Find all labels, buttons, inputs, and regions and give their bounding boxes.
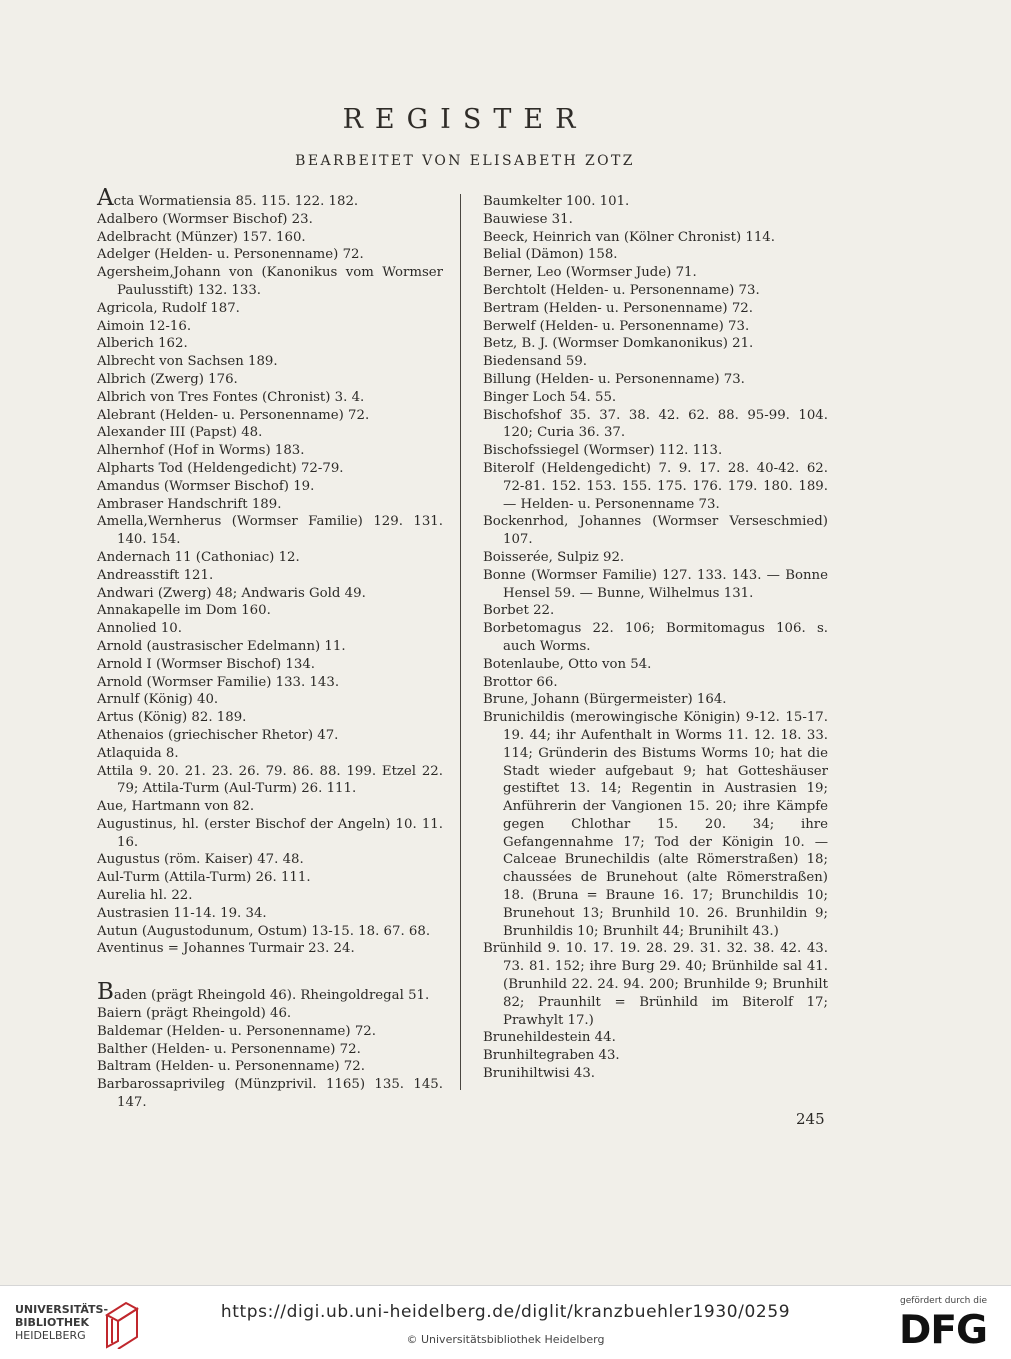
index-entry-text: Arnulf (König) 40. [97,692,219,708]
column-divider [460,194,461,1090]
index-entry [97,389,443,407]
index-entry [97,979,443,1006]
index-entry-text: Biterolf (Heldengedicht) 7. 9. 17. 28. 40-42. 62. 72-81. 152. 153. 155. 175. 176. 179. 180. 189. — Helden- u. Personenname 73. [483,460,828,512]
index-entry-text: Amandus (Wormser Bischof) 19. [97,478,315,494]
index-entry-text: Arnold (Wormser Familie) 133. 143. [97,674,340,690]
index-entry-text: Adelger (Helden- u. Personenname) 72. [97,247,364,263]
index-entry [483,246,828,264]
index-entry [97,1041,443,1059]
page-subtitle: BEARBEITET VON ELISABETH ZOTZ [295,153,635,169]
index-entry [483,407,828,443]
index-entry-text: Brunehildestein 44. [483,1030,616,1046]
index-entry-text: Bischofssiegel (Wormser) 112. 113. [483,443,723,459]
index-entry-text: Albrecht von Sachsen 189. [97,354,278,370]
index-entry [483,264,828,282]
index-entry-text: Augustus (röm. Kaiser) 47. 48. [97,852,304,868]
index-entry [483,300,828,318]
index-entry [483,460,828,513]
index-entry [97,656,443,674]
index-entry [483,1029,828,1047]
index-entry [483,371,828,389]
index-entry-text: Boisserée, Sulpiz 92. [483,549,625,565]
copyright-notice: © Universitätsbibliothek Heidelberg [406,1333,605,1346]
index-entry [97,1023,443,1041]
index-entry [97,905,443,923]
index-entry-text: Atlaquida 8. [97,745,179,761]
index-entry [97,1058,443,1076]
index-entry [483,674,828,692]
index-entry-text: Brune, Johann (Bürgermeister) 164. [483,692,727,708]
page-number: 245 [796,1110,825,1128]
index-entry-text: Binger Loch 54. 55. [483,389,617,405]
index-entry [483,193,828,211]
index-entry-text: Albrich (Zwerg) 176. [97,371,238,387]
index-entry-text: Bockenrhod, Johannes (Wormser Verseschmied) 107. [483,514,828,548]
index-entry [97,407,443,425]
index-entry-text: Annolied 10. [97,621,182,637]
index-entry-text: Billung (Helden- u. Personenname) 73. [483,371,745,387]
index-entry-text: Agersheim,Johann von (Kanonikus vom Wormser Paulusstift) 132. 133. [97,265,443,298]
index-entry [483,211,828,229]
index-entry-text: Arnold (austrasischer Edelmann) 11. [97,638,346,654]
index-entry [483,709,828,940]
index-entry-text: Agricola, Rudolf 187. [97,300,240,316]
index-entry [97,335,443,353]
index-entry-text: Albrich von Tres Fontes (Chronist) 3. 4. [97,389,365,405]
index-entry [97,478,443,496]
index-entry-text: Bischofshof 35. 37. 38. 42. 62. 88. 95-99. 104. 120; Curia 36. 37. [483,407,828,441]
library-name-line: UNIVERSITÄTS- [15,1303,109,1316]
index-entry-text: aden (prägt Rheingold 46). Rheingoldregal 51. [113,988,430,1004]
index-entry-text: Brunichildis (merowingische Königin) 9-12. 15-17. 19. 44; ihr Aufenthalt in Worms 11. 12. 18. 33. 114; Gründerin des Bistums Worms 10; hat die Stadt wieder aufgebaut 9; hat Gotteshäuser gestiftet 13. 14; Regentin in Austrasien 19; Anführerin der Vangionen 15. 20; ihre Kämpfe gegen Chlothar 15. 20. 34; ihre Gefangennahme 17; Tod der Königin 10. — Calceae Brunechildis (alte Römerstraßen) 18; chaussées de Brunehout (alte Römerstraßen) 18. (Bruna = Braune 16. 17; Brunchildis 10; Brunehout 13; Brunhild 10. 26. Brunhildin 9; Brunhildis 10; Brunhilt 44; Brunihilt 43.) [483,710,828,939]
index-entry-text: Brunihiltwisi 43. [483,1066,596,1082]
section-gap [97,958,443,984]
index-entry [97,638,443,656]
index-entry [483,691,828,709]
index-entry-text: Aurelia hl. 22. [97,888,193,904]
index-entry-text: Adelbracht (Münzer) 157. 160. [97,229,306,245]
index-entry-text: Brottor 66. [483,674,558,690]
index-entry-text: Andreasstift 121. [97,567,214,583]
index-entry [483,513,828,549]
index-entry-text: Austrasien 11-14. 19. 34. [97,905,267,921]
index-entry [97,674,443,692]
index-entry [483,549,828,567]
index-entry-text: Alexander III (Papst) 48. [97,425,263,441]
index-entry [97,1076,443,1112]
index-entry [483,940,828,1029]
index-entry [97,513,443,549]
index-entry [97,211,443,229]
funder-caption: gefördert durch die [900,1296,987,1306]
index-entry [97,264,443,300]
index-entry [97,442,443,460]
index-entry-text: Arnold I (Wormser Bischof) 134. [97,656,316,672]
library-name-line: HEIDELBERG [15,1329,86,1342]
index-entry [97,691,443,709]
index-entry [97,246,443,264]
index-entry-text: Alberich 162. [97,336,188,352]
dfg-logo: DFG [899,1308,988,1353]
index-entry-text: Brünhild 9. 10. 17. 19. 28. 29. 31. 32. 38. 42. 43. 73. 81. 152; ihre Burg 29. 40; Brünhilde sal 41. (Brunhild 22. 24. 94. 200; Brunhilde 9; Brunhilt 82; Praunhilt = Brünhild im Biterolf 17; Prawhylt 17.) [483,941,828,1028]
index-entry [97,709,443,727]
index-entry-text: Aue, Hartmann von 82. [97,799,255,815]
index-entry-text: Ambraser Handschrift 189. [97,496,282,512]
index-entry-text: Artus (König) 82. 189. [97,710,247,726]
index-entry [483,442,828,460]
index-entry [483,602,828,620]
index-entry [97,496,443,514]
index-entry-text: Berchtolt (Helden- u. Personenname) 73. [483,282,760,298]
index-entry-text: Adalbero (Wormser Bischof) 23. [97,211,313,227]
index-entry-text: Athenaios (griechischer Rhetor) 47. [97,727,339,743]
index-entry [483,282,828,300]
index-entry-text: Bonne (Wormser Familie) 127. 133. 143. — Bonne Hensel 59. — Bunne, Wilhelmus 131. [483,567,828,601]
index-entry [97,727,443,745]
index-entry [483,318,828,336]
index-entry-text: Brunhiltegraben 43. [483,1048,620,1064]
index-entry [97,585,443,603]
index-entry [97,424,443,442]
index-entry [483,620,828,656]
index-left-column [97,185,443,1112]
index-entry-text: Aul-Turm (Attila-Turm) 26. 111. [97,870,311,886]
index-entry-text: Berner, Leo (Wormser Jude) 71. [483,265,697,281]
index-entry-text: Belial (Dämon) 158. [483,247,618,263]
index-entry [97,1005,443,1023]
index-entry [97,745,443,763]
index-entry [97,620,443,638]
index-entry-text: Berwelf (Helden- u. Personenname) 73. [483,318,750,334]
index-entry [97,816,443,852]
index-entry [97,549,443,567]
index-entry [97,887,443,905]
index-entry [483,1047,828,1065]
index-entry [97,318,443,336]
index-entry-text: Baiern (prägt Rheingold) 46. [97,1006,292,1022]
library-name-line: BIBLIOTHEK [15,1316,90,1329]
index-entry-text: Borbetomagus 22. 106; Bormitomagus 106. s. auch Worms. [483,621,828,654]
source-url-link[interactable]: https://digi.ub.uni-heidelberg.de/diglit/kranzbuehler1930/0259 [220,1302,791,1322]
index-entry-text: Borbet 22. [483,603,555,619]
index-entry [97,567,443,585]
index-entry-text: Botenlaube, Otto von 54. [483,656,652,672]
index-entry [97,300,443,318]
index-entry-text: Alpharts Tod (Heldengedicht) 72-79. [97,460,344,476]
index-entry-text: Baumkelter 100. 101. [483,194,630,209]
index-entry [97,460,443,478]
index-entry [483,1065,828,1083]
index-entry-text: Amella,Wernherus (Wormser Familie) 129. 131. 140. 154. [97,514,443,548]
index-entry [483,389,828,407]
index-entry [483,353,828,371]
index-entry-text: Betz, B. J. (Wormser Domkanonikus) 21. [483,336,754,352]
index-entry-text: Baldemar (Helden- u. Personenname) 72. [97,1023,376,1039]
index-entry-text: Autun (Augustodunum, Ostum) 13-15. 18. 67. 68. [97,923,431,939]
viewer-footer [0,1285,1011,1359]
index-entry [483,335,828,353]
index-entry [97,371,443,389]
index-entry-text: Andwari (Zwerg) 48; Andwaris Gold 49. [97,585,366,601]
index-entry-text: Bertram (Helden- u. Personenname) 72. [483,300,753,316]
index-entry-text: Aimoin 12-16. [97,318,192,334]
index-entry-text: Beeck, Heinrich van (Kölner Chronist) 114. [483,229,775,245]
index-entry [483,567,828,603]
index-entry-text: cta Wormatiensia 85. 115. 122. 182. [113,194,359,209]
index-entry [97,851,443,869]
index-entry [97,602,443,620]
index-entry-text: Barbarossaprivileg (Münzprivil. 1165) 135. 145. 147. [97,1077,443,1111]
index-entry-text: Biedensand 59. [483,354,588,370]
index-entry-text: Bauwiese 31. [483,211,573,227]
index-entry [97,798,443,816]
index-entry [97,940,443,958]
index-entry-text: Alebrant (Helden- u. Personenname) 72. [97,407,370,423]
index-entry [483,656,828,674]
index-entry-text: Aventinus = Johannes Turmair 23. 24. [97,941,355,957]
index-entry [483,229,828,247]
index-entry [97,869,443,887]
index-right-column [483,193,828,1083]
index-entry [97,923,443,941]
page-title: REGISTER [342,104,588,135]
index-entry-text: Andernach 11 (Cathoniac) 12. [97,549,300,565]
index-entry [97,353,443,371]
index-entry-text: Augustinus, hl. (erster Bischof der Angeln) 10. 11. 16. [97,816,443,850]
index-entry [97,229,443,247]
index-entry-text: Attila 9. 20. 21. 23. 26. 79. 86. 88. 199. Etzel 22. 79; Attila-Turm (Aul-Turm) 26. 111. [97,763,443,797]
index-entry [97,185,443,211]
index-entry [97,763,443,799]
section-initial: A [97,185,114,211]
index-entry-text: Alhernhof (Hof in Worms) 183. [97,443,305,459]
index-entry-text: Baltram (Helden- u. Personenname) 72. [97,1059,365,1075]
section-initial: B [97,979,114,1006]
index-entry-text: Balther (Helden- u. Personenname) 72. [97,1041,361,1057]
index-entry-text: Annakapelle im Dom 160. [97,603,271,619]
